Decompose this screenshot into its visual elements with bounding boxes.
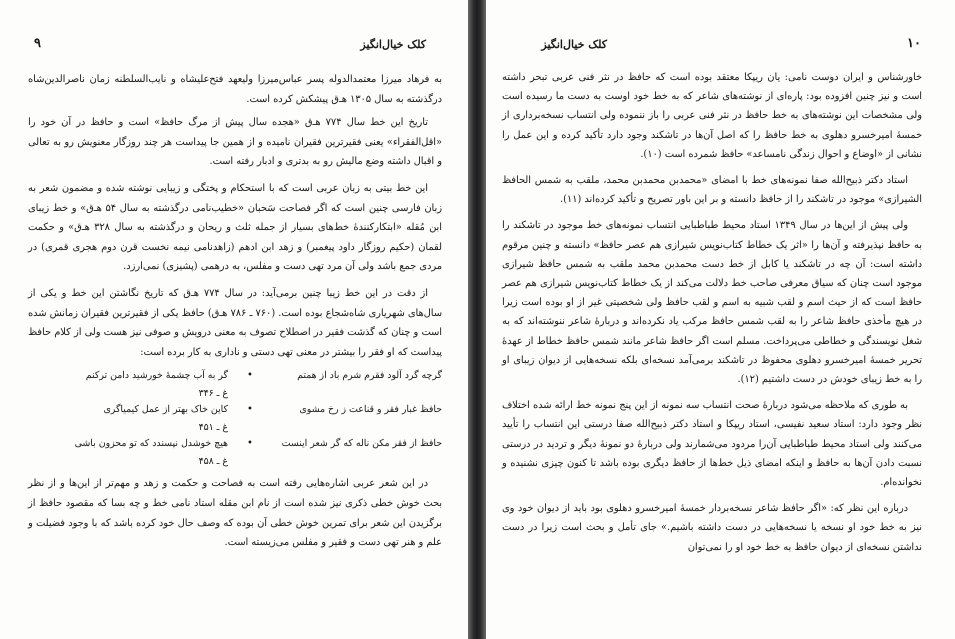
left-page-number: ۹	[34, 36, 41, 51]
verse-line	[28, 366, 442, 384]
verse-hemistich-right: گرچه گرد آلود فقرم شرم باد از همتم	[297, 370, 442, 382]
verse-hemistich-right: حافظ از فقر مکن ناله که گر شعر اینست	[281, 438, 442, 450]
verse-reference-text: غ ـ ۳۴۶	[198, 388, 228, 400]
verse-reference	[28, 384, 442, 400]
right-running-head: کلک خیال‌انگیز	[541, 38, 607, 51]
right-paragraph-3: ولی پیش از این‌ها در سال ۱۳۴۹ استاد محیط طباطبایی انتساب نمونه‌های خط موجود در تاشکند را به حافظ نپذیرفته و آن‌ها را «اثر یک خطاط کتاب‌نویس شیرازی هم عصر حافظ» دانسته و چنین مرقوم داشته است: آن چه در تاشکند یا کابل از خط دست محمدبن محمد ملقب به شمس حافظ شیرازی موجود است چنان که سیاق معرفی صاحب خط دلالت می‌کند از یک خطاط کتاب‌نویس شیرازی هم عصر حافظ است که از حیث اسم و لقب شبیه به اسم و لقب حافظ ولی شخصیتی غیر از او بوده است زیرا در هیچ مأخذی حافظ شاعر را به لقب شمس حافظ مرکب یاد نکرده‌اند و دربارهٔ شاعر ننوشته‌اند که به شغل نویسندگی و خطاطی می‌پرداخت. مسلم است اگر حافظ شاعر مانند شمس حافظ خطاط از عهدهٔ تحریر خمسهٔ امیرخسرو دهلوی محفوظ در تاشکند برمی‌آمد نسخه‌ای بلکه نسخه‌هایی از دیوان زیبای او را به خط زیبای خودش در دست داشتیم (۱۲).	[502, 220, 922, 386]
verse-hemistich-right: حافظ غبار فقر و قناعت ز رخ مشوی	[299, 404, 442, 416]
left-page	[0, 0, 468, 639]
verse-bullet-icon: •	[247, 370, 253, 382]
left-paragraph-3: این خط بیتی به زبان عربی است که با استحکام و پختگی و زیبایی نوشته شده و مضمون شعر به زبان فارسی چنین است که اگر فصاحت سَحبان «خطیب‌نامی درگذشته به سال ۵۴ هـ‌ق» و خط زیبای ابن مُقله «ابتکارکنندهٔ خط‌های بسیار از جمله ثلث و ریحان و درگذشته به سال ۳۲۸ هـ‌ق» و حکمت لقمان (حکیم روزگار داود پیغمبر) و زهد ابن ادهم (زاهدنامی نیمه نخست قرن دوم هجری قمری) در مردی جمع باشد ولی آن مرد تهی دست و مفلس، به درهمی (پشیزی) نمی‌ارزد.	[28, 182, 442, 273]
right-paragraph-1: خاورشناس و ایران دوست نامی: یان ریپکا معتقد بوده است که حافظ در نثر فنی عربی تبحر داشته است و نیز چنین افزوده بود: پاره‌ای از نوشته‌های شاعر که به خط خود اوست به دست ما رسیده است ولی مشخصات این نوشته‌های به خط حافظ در نثر فنی عربی را باز ننموده ولی انتساب نسخه‌برداری از خمسهٔ امیرخسرو دهلوی به خط حافظ را که اصل آن‌ها در تاشکند وجود دارد تأکید کرده و این عمل را نشانی از «اوضاع و احوال زندگی نامساعد» حافظ شمرده است (۱۰).	[502, 72, 922, 160]
left-paragraph-2: تاریخ این خط سال ۷۷۴ هـ‌ق «هجده سال پیش از مرگ حافظ» است و حافظ در آن خود را «اقل‌الفقراء» یعنی فقیرترین فقیران نامیده و از همین جا پیداست هر چند روزگار معنویش رو به تعالی و اقبال داشته وضع مالیش رو به بدتری و ادبار رفته است.	[28, 117, 442, 168]
book-gutter	[468, 0, 486, 639]
verse-bullet-icon: •	[247, 438, 253, 450]
left-paragraph-closing: در این شعر عربی اشاره‌هایی رفته است به فصاحت و حکمت و زهد و مهم‌تر از این‌ها و از نظر بحث خوش خطی ذکری نیز شده است از نام ابن مقله استاد نامی خط و چه بسا که مقصود حافظ از برگزیدن این شعر برای تمرین خوش خطی آن بوده که وصف حال خود کرده باشد که با وجود فضیلت و علم و هنر تهی دست و فقیر و مفلس می‌زیسته است.	[28, 478, 442, 549]
verse-line	[28, 400, 442, 418]
verse-hemistich-left: کاین خاک بهتر از عمل کیمیاگری	[103, 404, 228, 416]
right-paragraph-4: به طوری که ملاحظه می‌شود دربارهٔ صحت انتساب سه نمونه از این پنج نمونه خط ارائه شده اختلاف نظر وجود دارد: استاد سعید نفیسی، استاد ریپکا و استاد دکتر ذبیح‌الله صفا درستی این انتساب را تأیید می‌کنند ولی استاد محیط طباطبایی آن‌را مردود می‌شمارند ولی دربارهٔ دو نمونهٔ دیگر و تردید در درستی نسبت دادن آن‌ها به حافظ و اینکه امضای ذیل خط‌ها از حافظ دیگری بوده باشد تا کنون چیزی نشنیده و نخوانده‌ام.	[502, 400, 922, 489]
right-page-body	[502, 68, 922, 564]
left-paragraph-1: به فرهاد میرزا معتمدالدوله پسر عباس‌میرزا ولیعهد فتح‌علیشاه و نایب‌السلطنه زمان ناصرالدین‌شاه درگذشته به سال ۱۳۰۵ هـ‌ق پیشکش کرده است.	[28, 74, 442, 105]
verse-bullet-icon: •	[247, 404, 253, 416]
verse-line	[28, 434, 442, 452]
right-page	[486, 0, 955, 639]
right-page-number: ۱۰	[907, 36, 921, 51]
verse-block	[28, 366, 442, 468]
verse-hemistich-left: هیچ خوشدل نپسندد که تو محزون باشی	[74, 438, 228, 450]
verse-hemistich-left: گر به آب چشمهٔ خورشید دامن ترکنم	[85, 370, 228, 382]
left-running-head: کلک خیال‌انگیز	[360, 38, 426, 51]
verse-reference	[28, 418, 442, 434]
left-page-body	[28, 70, 442, 560]
verse-reference-text: غ ـ ۴۵۸	[198, 456, 228, 468]
left-paragraph-4: از دقت در این خط زیبا چنین برمی‌آید: در سال ۷۷۴ هـ‌ق که تاریخ نگاشتن این خط و یکی از سال‌های شهریاری شاه‌شجاع بوده است. (۷۶۰ ـ ۷۸۶ هـ‌ق) حافظ یکی از فقیرترین فقیران زمانش شده است و چنان که گذشت فقیر در اصطلاح تصوف به معنی درویش و صوفی نیز هست ولی از کلام حافظ پیداست که او فقر را بیشتر در معنی تهی دستی و ناداری به کار برده است:	[28, 287, 442, 358]
verse-reference	[28, 452, 442, 468]
right-paragraph-5: درباره این نظر که: «اگر حافظ شاعر نسخه‌بردار خمسهٔ امیرخسرو دهلوی بود باید از دیوان خود وی نیز به خط خود او نسخه یا نسخه‌هایی در دست داشته باشیم.» جای تأمل و بحث است زیرا در دست نداشتن نسخه‌ای از دیوان حافظ به خط خود او را نمی‌توان	[502, 503, 922, 553]
verse-reference-text: غ ـ ۴۵۱	[198, 422, 228, 434]
right-paragraph-2: استاد دکتر ذبیح‌الله صفا نمونه‌های خط با امضای «محمدبن محمدبن محمد، ملقب به شمس الحافظ الشیرازی» موجود در تاشکند را از حافظ دانسته و بر این باور تصریح و تأکید کرده‌اند (۱۱).	[502, 175, 922, 206]
